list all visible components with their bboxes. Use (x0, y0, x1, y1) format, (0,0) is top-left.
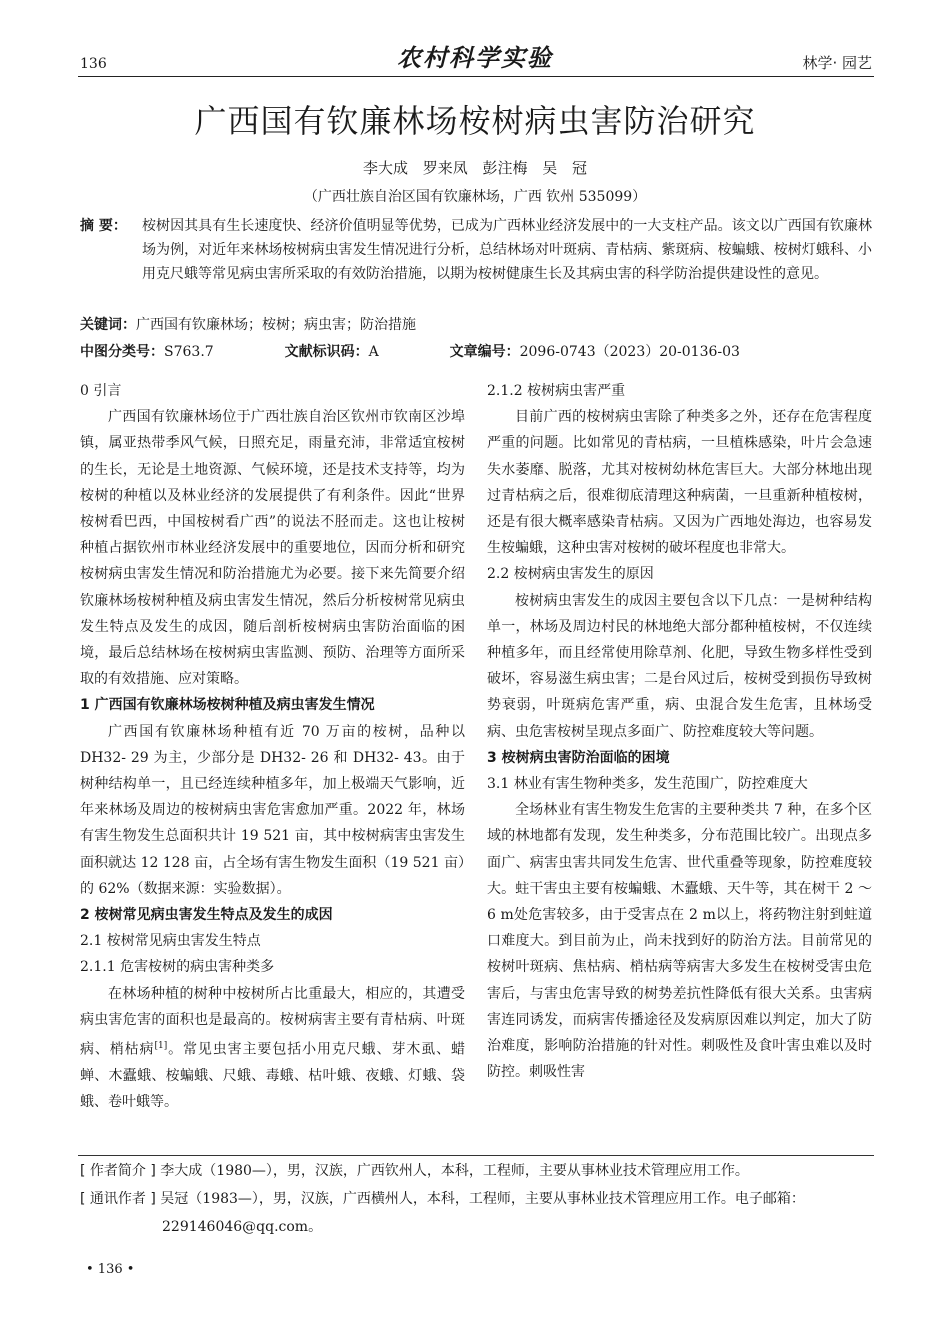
subsection-heading: 2.1 桉树常见病虫害发生特点 (80, 933, 261, 950)
author-note (80, 1157, 872, 1185)
corresponding-author-note (80, 1185, 872, 1241)
affiliation: （广西壮族自治区国有钦廉林场，广西 钦州 535099） (303, 189, 647, 205)
paragraph: 桉树病虫害发生的成因主要包含以下几点：一是树种结构单一，林场及周边村民的林地绝大部分都种植桉树，不仅连续种植多年，而且经常使用除草剂、化肥，导致生物多样性受到破坏，容易滋生病虫害；二是台风过后，桉树受到损伤导致树势衰弱，叶斑病危害严重，病、虫混合发生危害，且林场受病、虫危害桉树呈现点多面广、防控难度较大等问题。 (487, 592, 872, 740)
subsubsection-heading: 2.1.2 桉树病虫害严重 (487, 383, 626, 399)
footnote-rule (78, 1155, 874, 1156)
paragraph-text: 。常见虫害主要包括小用克尺蛾、芽木虱、蜡蝉、木蠹蛾、桉蝙蛾、尺蛾、毒蛾、枯叶蛾、夜蛾、灯蛾、袋蛾、卷叶蛾等。 (80, 1041, 466, 1111)
paragraph-text: 在林场种植的树种中桉树所占比重最大，相应的，其遭受病虫害危害的面积也是最高的。桉树病害主要有青枯病、叶斑病、梢枯病 (80, 985, 465, 1058)
doc-code-value: A (368, 344, 379, 360)
section-heading: 0 引言 (80, 383, 122, 399)
corresponding-author-text: 吴冠（1983—），男，汉族，广西横州人，本科，工程师，主要从事林业技术管理应用工作。电子邮箱： (160, 1191, 805, 1207)
paragraph: 目前广西的桉树病虫害除了种类多之外，还存在危害程度严重的问题。比如常见的青枯病，一旦植株感染，叶片会急速失水萎靡、脱落，尤其对桉树幼林危害巨大。大部分林地出现过青枯病之后，很难彻底清理这种病菌，一旦重新种植桉树，还是有很大概率感染青枯病。又因为广西地处海边，也容易发生桉蝙蛾，这种虫害对桉树的破坏程度也非常大。 (487, 409, 872, 557)
section-heading: 3 桉树病虫害防治面临的困境 (487, 749, 670, 766)
clc-value: S763.7 (164, 344, 214, 360)
paragraph: 广西国有钦廉林场位于广西壮族自治区钦州市钦南区沙埠镇，属亚热带季风气候，日照充足，雨量充沛，非常适宜桉树的生长，无论是土地资源、气候环境，还是技术支持等，均为桉树的种植以及林业经济的发展提供了有利条件。因此“世界桉树看巴西，中国桉树看广西”的说法不胫而走。这也让桉树种植占据钦州市林业经济发展中的重要地位，因而分析和研究桉树病虫害发生情况和防治措施尤为必要。接下来先简要介绍钦廉林场桉树种植及病虫害发生情况，然后分析桉树常见病虫发生特点及发生的成因，随后剖析桉树病虫害防治面临的困境，最后总结林场在桉树病虫害监测、预防、治理等方面所采取的有效措施、应对策略。 (80, 409, 465, 688)
keywords-text: 广西国有钦廉林场；桉树；病虫害；防治措施 (136, 317, 416, 333)
doc-code-label: 文献标识码： (284, 344, 369, 360)
email-link[interactable]: 229146046@qq.com。 (162, 1219, 323, 1235)
abstract-text: 桉树因其具有生长速度快、经济价值明显等优势，已成为广西林业经济发展中的一大支柱产品。该文以广西国有钦廉林场为例，对近年来林场桉树病虫害发生情况进行分析，总结林场对叶斑病、青枯病、紫斑病、桉蝙蛾、桉树灯蛾科、小用克尺蛾等常见病虫害所采取的有效防治措施，以期为桉树健康生长及其病虫害的科学防治提供建设性的意见。 (142, 218, 872, 282)
author-note-text: 李大成（1980—），男，汉族，广西钦州人，本科，工程师，主要从事林业技术管理应用工作。 (160, 1163, 749, 1179)
citation-ref: [1] (154, 1041, 168, 1052)
article-number-label: 文章编号： (449, 344, 520, 360)
subsection-heading: 3.1 林业有害生物种类多，发生范围广，防控难度大 (487, 776, 808, 793)
corresponding-author-tag: [ 通讯作者 ] (80, 1191, 156, 1207)
journal-logo: 农村科学实验 (397, 43, 553, 72)
paragraph (80, 981, 465, 1116)
header-rule (78, 76, 874, 77)
classification-line (80, 341, 740, 361)
subsection-heading: 2.2 桉树病虫害发生的原因 (487, 566, 654, 583)
right-column (487, 378, 872, 1085)
header-page-number: 136 (80, 56, 107, 72)
keywords-label: 关键词： (80, 317, 136, 333)
paper-title: 广西国有钦廉林场桉树病虫害防治研究 (194, 102, 756, 140)
section-heading: 1 广西国有钦廉林场桉树种植及病虫害发生情况 (80, 697, 375, 714)
clc-label: 中图分类号： (80, 344, 164, 360)
abstract-label: 摘 要： (80, 218, 127, 234)
authors: 李大成 罗来凤 彭注梅 吴 冠 (362, 159, 588, 177)
subsubsection-heading: 2.1.1 危害桉树的病虫害种类多 (80, 959, 275, 976)
left-column (80, 378, 465, 1115)
section-heading: 2 桉树常见病虫害发生特点及发生的成因 (80, 907, 333, 924)
abstract (80, 214, 872, 286)
section-label: 林学· 园艺 (802, 54, 872, 72)
keywords (80, 314, 872, 334)
article-number-value: 2096-0743（2023）20-0136-03 (519, 344, 740, 360)
footer-page-number: • 136 • (86, 1262, 135, 1277)
paragraph: 全场林业有害生物发生危害的主要种类共 7 种，在多个区域的林地都有发现，发生种类多，分布范围比较广。出现点多面广、病害虫害共同发生危害、世代重叠等现象，防控难度较大。蛀干害虫主要有桉蝙蛾、木蠹蛾、天牛等，其在树干 2 ～ 6 m处危害较多，由于受害点在 2 m以上，将药物注射到蛀道口难度大。到目前为止，尚未找到好的防治方法。目前常见的桉树叶斑病、焦枯病、梢枯病等病害大多发生在桉树受害虫危害后，与害虫危害导致的树势差抗性降低有很大关系。虫害病害连同诱发，而病害传播途径及发病原因难以判定，加大了防治难度，影响防治措施的针对性。刺吸性及食叶害虫难以及时防控。刺吸性害 (487, 802, 872, 1081)
paragraph: 广西国有钦廉林场种植有近 70 万亩的桉树，品种以 DH32- 29 为主，少部分是 DH32- 26 和 DH32- 43。由于树种结构单一，且已经连续种植多年，加上极端天气影响，近年来林场及周边的桉树病虫害危害愈加严重。2022 年，林场有害生物发生总面积共计 19 521 亩，其中桉树病害虫害发生面积就达 12 128 亩，占全场有害生物发生面积（19 521 亩）的 62%（数据来源：实验数据）。 (80, 723, 465, 897)
author-note-tag: [ 作者简介 ] (80, 1163, 156, 1179)
